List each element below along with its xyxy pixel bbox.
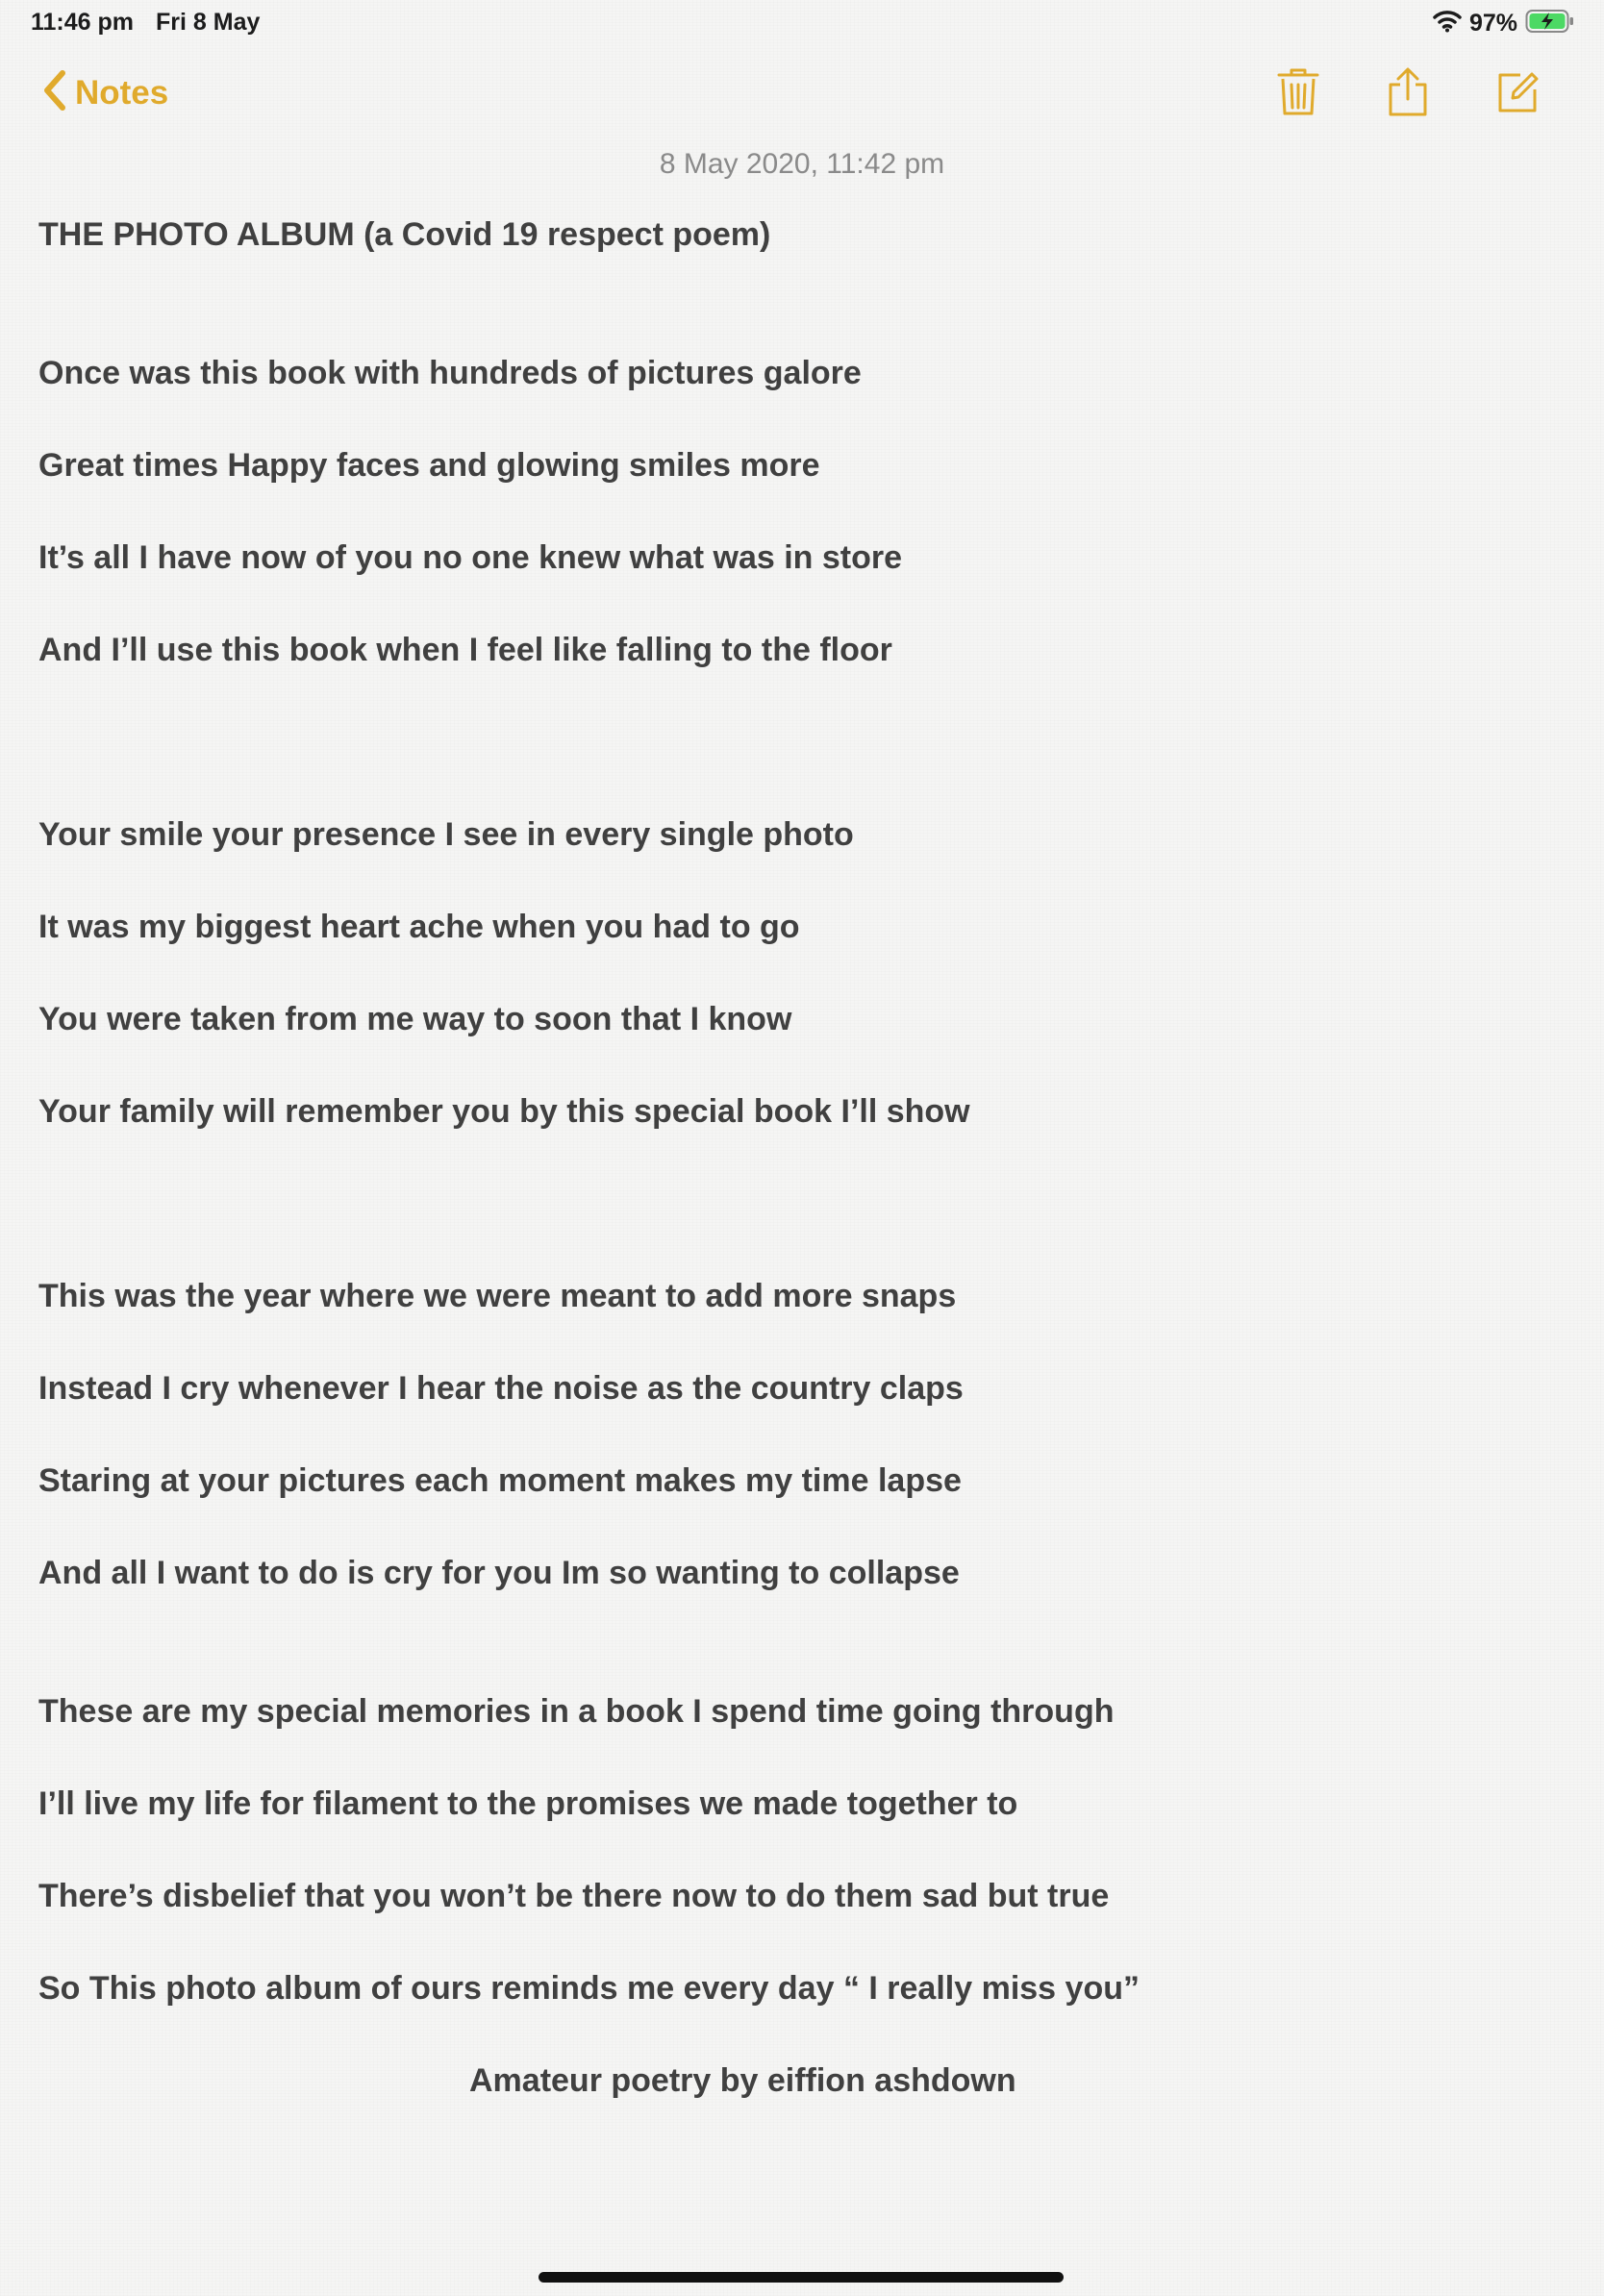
poem-line: It was my biggest heart ache when you had to go [38,909,800,945]
status-time: 11:46 pm [31,9,135,36]
poem-line: It’s all I have now of you no one knew what was in store [38,539,903,576]
poem-line: Staring at your pictures each moment makes my time lapse [38,1462,962,1499]
home-indicator[interactable] [539,2272,1064,2283]
delete-note-button[interactable] [1269,65,1327,123]
wifi-icon [1433,10,1462,37]
poem-line: There’s disbelief that you won’t be there now to do them sad but true [38,1878,1110,1914]
compose-icon [1495,70,1540,119]
status-bar [0,0,1604,46]
compose-note-button[interactable] [1489,65,1546,123]
poem-line: Your smile your presence I see in every single photo [38,816,854,853]
battery-charging-icon [1525,9,1575,38]
signature: Amateur poetry by eiffion ashdown [469,2062,1016,2099]
trash-icon [1277,68,1319,121]
status-date: Fri 8 May [156,9,261,36]
poem-line: Instead I cry whenever I hear the noise as the country claps [38,1370,964,1407]
share-button[interactable] [1379,65,1437,123]
poem-line: This was the year where we were meant to add more snaps [38,1278,957,1314]
share-icon [1387,67,1429,122]
status-indicators [1433,8,1575,38]
navigation-bar [0,58,1604,135]
back-button[interactable] [42,69,168,116]
battery-percent: 97% [1468,9,1517,37]
back-button-label: Notes [75,73,169,112]
poem-line: I’ll live my life for filament to the promises we made together to [38,1785,1018,1822]
poem-line: So This photo album of ours reminds me every day “ I really miss you” [38,1970,1140,2007]
poem-line: Great times Happy faces and glowing smiles more [38,447,820,484]
poem-line: And all I want to do is cry for you Im so wanting to collapse [38,1555,960,1591]
note-timestamp: 8 May 2020, 11:42 pm [659,148,945,180]
poem-line: Your family will remember you by this special book I’ll show [38,1093,970,1130]
poem-line: Once was this book with hundreds of pictures galore [38,355,862,391]
poem-line: These are my special memories in a book I spend time going through [38,1693,1115,1730]
poem-line: And I’ll use this book when I feel like falling to the floor [38,632,892,668]
note-title: THE PHOTO ALBUM (a Covid 19 respect poem) [38,216,771,253]
poem-line: You were taken from me way to soon that I know [38,1001,792,1037]
chevron-left-icon [42,69,67,116]
